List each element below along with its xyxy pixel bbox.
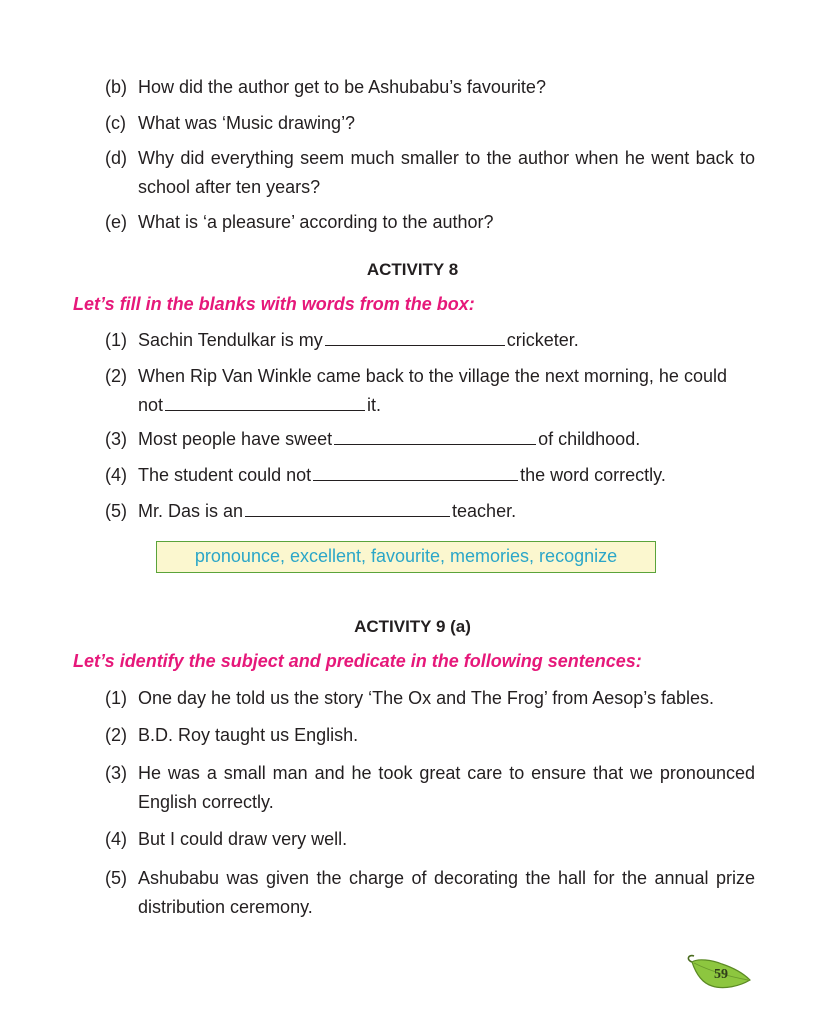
activity-9a-heading: ACTIVITY 9 (a) (354, 617, 471, 636)
answer-blank[interactable] (325, 327, 505, 346)
question-text: How did the author get to be Ashubabu’s favourite? (138, 77, 546, 97)
item-text: But I could draw very well. (138, 829, 348, 849)
question-text: Why did everything seem much smaller to the author when he went back to school after ten years? (138, 148, 755, 197)
activity-8-instruction: Let’s fill in the blanks with words from the box: (73, 294, 475, 314)
item-text-before: When Rip Van Winkle came back to the village the next morning, he could not (138, 366, 727, 415)
item-label: (4) (105, 465, 127, 485)
item-label: (4) (105, 829, 127, 849)
fill-blank-item-2 (105, 362, 755, 420)
item-text: One day he told us the story ‘The Ox and The Frog’ from Aesop’s fables. (138, 688, 714, 708)
page-number: 59 (714, 967, 728, 982)
answer-blank[interactable] (334, 426, 536, 445)
item-label: (5) (105, 501, 127, 521)
item-text-before: The student could not (138, 465, 312, 485)
question-text: What was ‘Music drawing’? (138, 113, 356, 133)
item-label: (2) (105, 725, 127, 745)
question-text: What is ‘a pleasure’ according to the author? (138, 212, 494, 232)
item-label: (5) (105, 868, 127, 888)
fill-blank-item-5 (105, 497, 755, 526)
sentence-item-1 (105, 684, 755, 713)
item-label: (1) (105, 330, 127, 350)
item-text-before: Sachin Tendulkar is my (138, 330, 323, 350)
item-text-before: Mr. Das is an (138, 501, 244, 521)
activity-8-heading: ACTIVITY 8 (366, 260, 459, 279)
question-d (105, 144, 755, 202)
fill-blank-item-3 (105, 425, 755, 454)
sentence-item-3 (105, 759, 755, 817)
item-label: (3) (105, 429, 127, 449)
sentence-item-5 (105, 864, 755, 922)
answer-blank[interactable] (165, 392, 365, 411)
question-label: (b) (105, 77, 127, 97)
question-label: (c) (105, 113, 126, 133)
activity-9a-instruction: Let’s identify the subject and predicate in the following sentences: (73, 651, 642, 671)
item-text-before: Most people have sweet (138, 429, 333, 449)
item-text: He was a small man and he took great care to ensure that we pronounced English correctly. (138, 763, 755, 812)
item-label: (3) (105, 763, 127, 783)
item-text: Ashubabu was given the charge of decorating the hall for the annual prize distribution ceremony. (138, 868, 755, 917)
page-number-badge (684, 950, 754, 994)
answer-blank[interactable] (245, 498, 450, 517)
fill-blank-item-4 (105, 461, 755, 490)
question-label: (e) (105, 212, 127, 232)
answer-blank[interactable] (313, 462, 518, 481)
question-c (105, 109, 755, 138)
item-text-after: teacher. (452, 501, 517, 521)
item-text-after: cricketer. (506, 330, 579, 350)
item-text: B.D. Roy taught us English. (138, 725, 359, 745)
item-label: (2) (105, 366, 127, 386)
sentence-item-2 (105, 721, 755, 750)
item-text-after: of childhood. (538, 429, 641, 449)
question-b (105, 73, 755, 102)
item-label: (1) (105, 688, 127, 708)
word-box: pronounce, excellent, favourite, memories, recognize (156, 541, 656, 573)
fill-blank-item-1 (105, 326, 755, 355)
question-label: (d) (105, 148, 127, 168)
question-e (105, 208, 755, 237)
item-text-after: the word correctly. (520, 465, 666, 485)
sentence-item-4 (105, 825, 755, 854)
item-text-after: it. (367, 395, 382, 415)
